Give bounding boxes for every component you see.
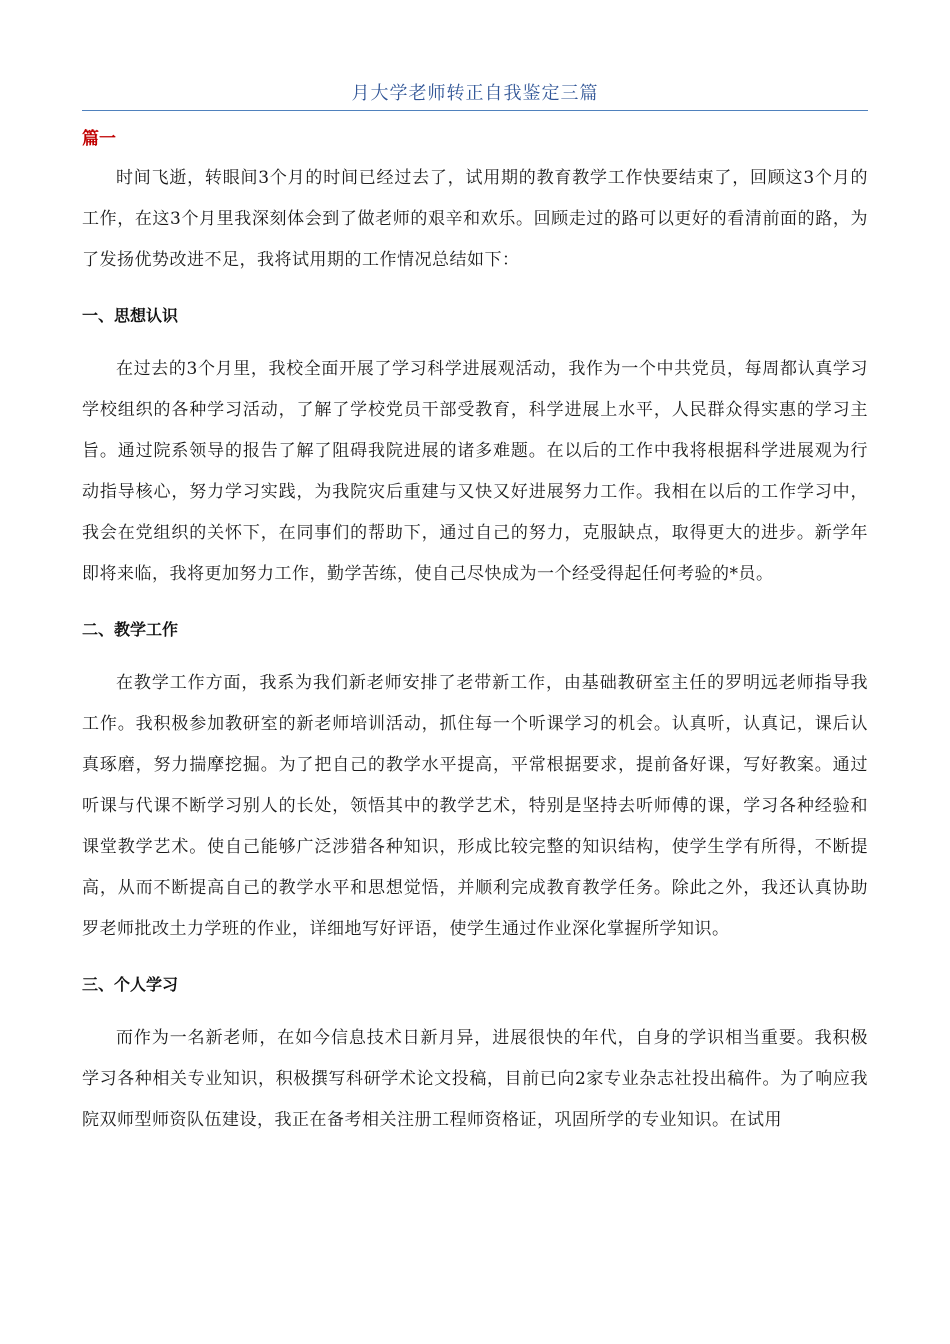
section-heading-study: 三、个人学习: [82, 975, 179, 994]
section-heading-teaching: 二、教学工作: [82, 620, 179, 639]
section-heading-thought: 一、思想认识: [82, 306, 179, 325]
section-paragraph-thought: 在过去的3个月里，我校全面开展了学习科学进展观活动，我作为一个中共党员，每周都认真学习学校组织的各种学习活动，了解了学校党员干部受教育，科学进展上水平，人民群众得实惠的学习主旨。通过院系领导的报告了解了阻碍我院进展的诸多难题。在以后的工作中我将根据科学进展观为行动指导核心，努力学习实践，为我院灾后重建与又快又好进展努力工作。我相在以后的工作学习中，我会在党组织的关怀下，在同事们的帮助下，通过自己的努力，克服缺点，取得更大的进步。新学年即将来临，我将更加努力工作，勤学苦练，使自己尽快成为一个经受得起任何考验的*员。: [82, 359, 868, 584]
page-header: [82, 82, 868, 111]
document-body: [82, 124, 868, 1141]
section-paragraph-teaching: 在教学工作方面，我系为我们新老师安排了老带新工作，由基础教研室主任的罗明远老师指导我工作。我积极参加教研室的新老师培训活动，抓住每一个听课学习的机会。认真听，认真记，课后认真琢磨，努力揣摩挖掘。为了把自己的教学水平提高，平常根据要求，提前备好课，写好教案。通过听课与代课不断学习别人的长处，领悟其中的教学艺术，特别是坚持去听师傅的课，学习各种经验和课堂教学艺术。使自己能够广泛涉猎各种知识，形成比较完整的知识结构，使学生学有所得，不断提高，从而不断提高自己的教学水平和思想觉悟，并顺利完成教育教学任务。除此之外，我还认真协助罗老师批改土力学班的作业，详细地写好评语，使学生通过作业深化掌握所学知识。: [82, 673, 868, 939]
section-paragraph-study: 而作为一名新老师，在如今信息技术日新月异，进展很快的年代，自身的学识相当重要。我积极学习各种相关专业知识，积极撰写科研学术论文投稿，目前已向2家专业杂志社投出稿件。为了响应我院双师型师资队伍建设，我正在备考相关注册工程师资格证，巩固所学的专业知识。在试用: [82, 1028, 868, 1130]
intro-paragraph: 时间飞逝，转眼间3个月的时间已经过去了，试用期的教育教学工作快要结束了，回顾这3个月的工作，在这3个月里我深刻体会到了做老师的艰辛和欢乐。回顾走过的路可以更好的看清前面的路，为了发扬优势改进不足，我将试用期的工作情况总结如下：: [82, 168, 868, 270]
page-title: 月大学老师转正自我鉴定三篇: [351, 83, 599, 104]
part-heading: 篇一: [82, 129, 116, 149]
